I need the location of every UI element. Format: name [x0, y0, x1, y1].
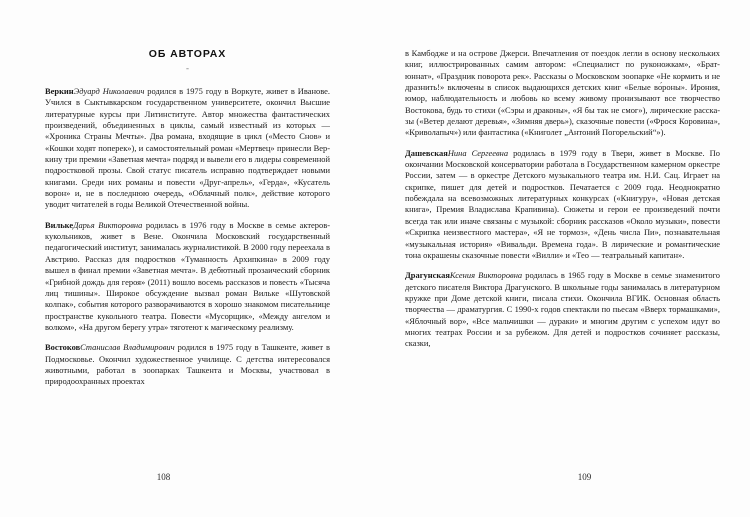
author-biography: в Камбодже и на острове Джерси. Впечатления от поездок легли в основу нескольких книг, иллюстрированных самим автором: «Специалист по руконожкам», «Брат-юннат», «Праздник поворота рек». Рассказы о Московском зоопарке «Не кормить и не дразнить!» включены в список выдающихся детских книг «Белые во́роны». Ирония, юмор, наблюдательность и любовь ко всему живому пронизывают все творчество Востокова, будь то стихи («Сэры и драконы», «Я бы так не смог»), лирические рассказы («Ветер делают деревья», «Зимняя дверь»), сказочные повести («Фрося Коровина», «Криволапыч») или фантастика («Книголет „Антоний Погорельский“»).	[405, 48, 720, 138]
author-given-name: Ксения Викторовна	[449, 270, 523, 281]
page-left-content	[45, 48, 330, 388]
author-given-name: Эдуард Николаевич	[73, 86, 145, 96]
author-surname: Вильке	[45, 219, 74, 230]
author-biography: родился в 1975 году в Ташкенте, живет в Подмосковье. Окончил художественное училище. С детства интересовался животными, работал в зоопарках Ташкента и Москвы, участвовал в природоохранных проектах	[45, 342, 330, 387]
author-entry	[45, 86, 330, 211]
author-entry	[405, 270, 720, 349]
author-biography: родилась в 1965 году в Москве в семье знаменитого детского писателя Виктора Драгунского. В школьные годы занималась в литературном кружке при Доме детской книги, писала стихи. Окончила ВГИК. Основная область творчества — драматургия. С 1990-х годов спектакли по пьесам «Вверх тормашками», «Яблочный вор», «Все мальчишки — дураки» и многим другим с успехом идут во многих театрах России и за рубежом. Для детей и подростков сочиняет рассказы, сказки,	[405, 270, 721, 349]
page-right	[375, 0, 750, 517]
author-entry-continuation	[405, 48, 720, 139]
author-surname: Востоков	[45, 342, 81, 353]
author-surname: Драгунская	[405, 270, 450, 281]
author-surname: Веркин	[45, 86, 74, 96]
title-ornament: -	[186, 63, 189, 73]
author-biography: родился в 1975 году в Воркуте, живет в Иванове. Учился в Сыктывкарском государственном университете, окончил Высшие литературные курсы при Литинституте. Автор множества фантастических произведений, объединенных в циклы, самый известный из которых — «Хроника Страны Мечты». Два романа, входящие в цикл («Место Снов» и «Кошки ходят поперек»), и самостоятельный роман «Мертвец» принесли Веркину три премии «Заветная мечта» подряд и вывели его в лидеры современной подростковой прозы. Свой статус писатель исправно подтверждает новыми книгами. Среди них романы и повести «Друг-апрель», «Герда», «Кусатель ворон» и, не в последнюю очередь, «Облачный полк», действие которого уводит читателей в годы Великой Отечественной войны.	[45, 86, 330, 210]
page-title: ОБ АВТОРАХ	[148, 48, 227, 60]
author-surname: Дашевская	[405, 147, 448, 158]
page-number-right: 109	[577, 472, 592, 482]
author-entry	[45, 220, 330, 333]
author-biography: родилась в 1976 году в Москве в семье актеров-кукольников, живет в Вене. Окончила Московский государственный педагогический институт, занималась журналистикой. В 2000 году переехала в Австрию. Рассказ для подростков «Туманность Архипкина» в 2009 году вышел в финал премии «Заветная мечта». В дебютный прозаический сборник «Грибной дождь для героя» (2011) вошло восемь рассказов и повесть «Тысяча лиц тишины». Широкое обсуждение вызвал роман Вильке «Шутовской колпак», события которого разворачиваются в хорошо знакомом писательнице пространстве кукольного театра. Повести «Мусорщик», «Между ангелом и волком», «На другом берегу утра» тяготеют к магическому реализму.	[45, 219, 331, 332]
author-given-name: Станислав Владимирович	[80, 342, 175, 353]
author-biography: родилась в 1979 году в Твери, живет в Москве. По окончании Московской консерватории работала в Государственном камерном оркестре России, затем — в оркестре Детского музыкального театра им. Н.И. Сац. Играет на скрипке, пишет для детей и подростков. Печатается с 2009 года. Неоднократно побеждала на всевозможных литературных конкурсах («Книгуру», «Новая детская книга», Премия Владислава Крапивина). Сюжеты и герои ее произведений почти всегда так или иначе связаны с музыкой: сборник рассказов «Около музыки», повести «Скрипка неизвестного мастера», «Я не тормоз», «День числа Пи», познавательная «музыкальная история» «Вивальди. Времена года». В лирические и романтические тона окрашены сказочные повести «Вилли» и «Тео — театральный капитан».	[405, 147, 720, 260]
page-right-content	[405, 48, 720, 350]
author-entry	[45, 342, 330, 387]
author-entry	[405, 148, 720, 261]
author-given-name: Нина Сергеевна	[447, 147, 509, 158]
author-given-name: Дарья Викторовна	[73, 219, 143, 230]
page-number-left: 108	[156, 472, 171, 482]
